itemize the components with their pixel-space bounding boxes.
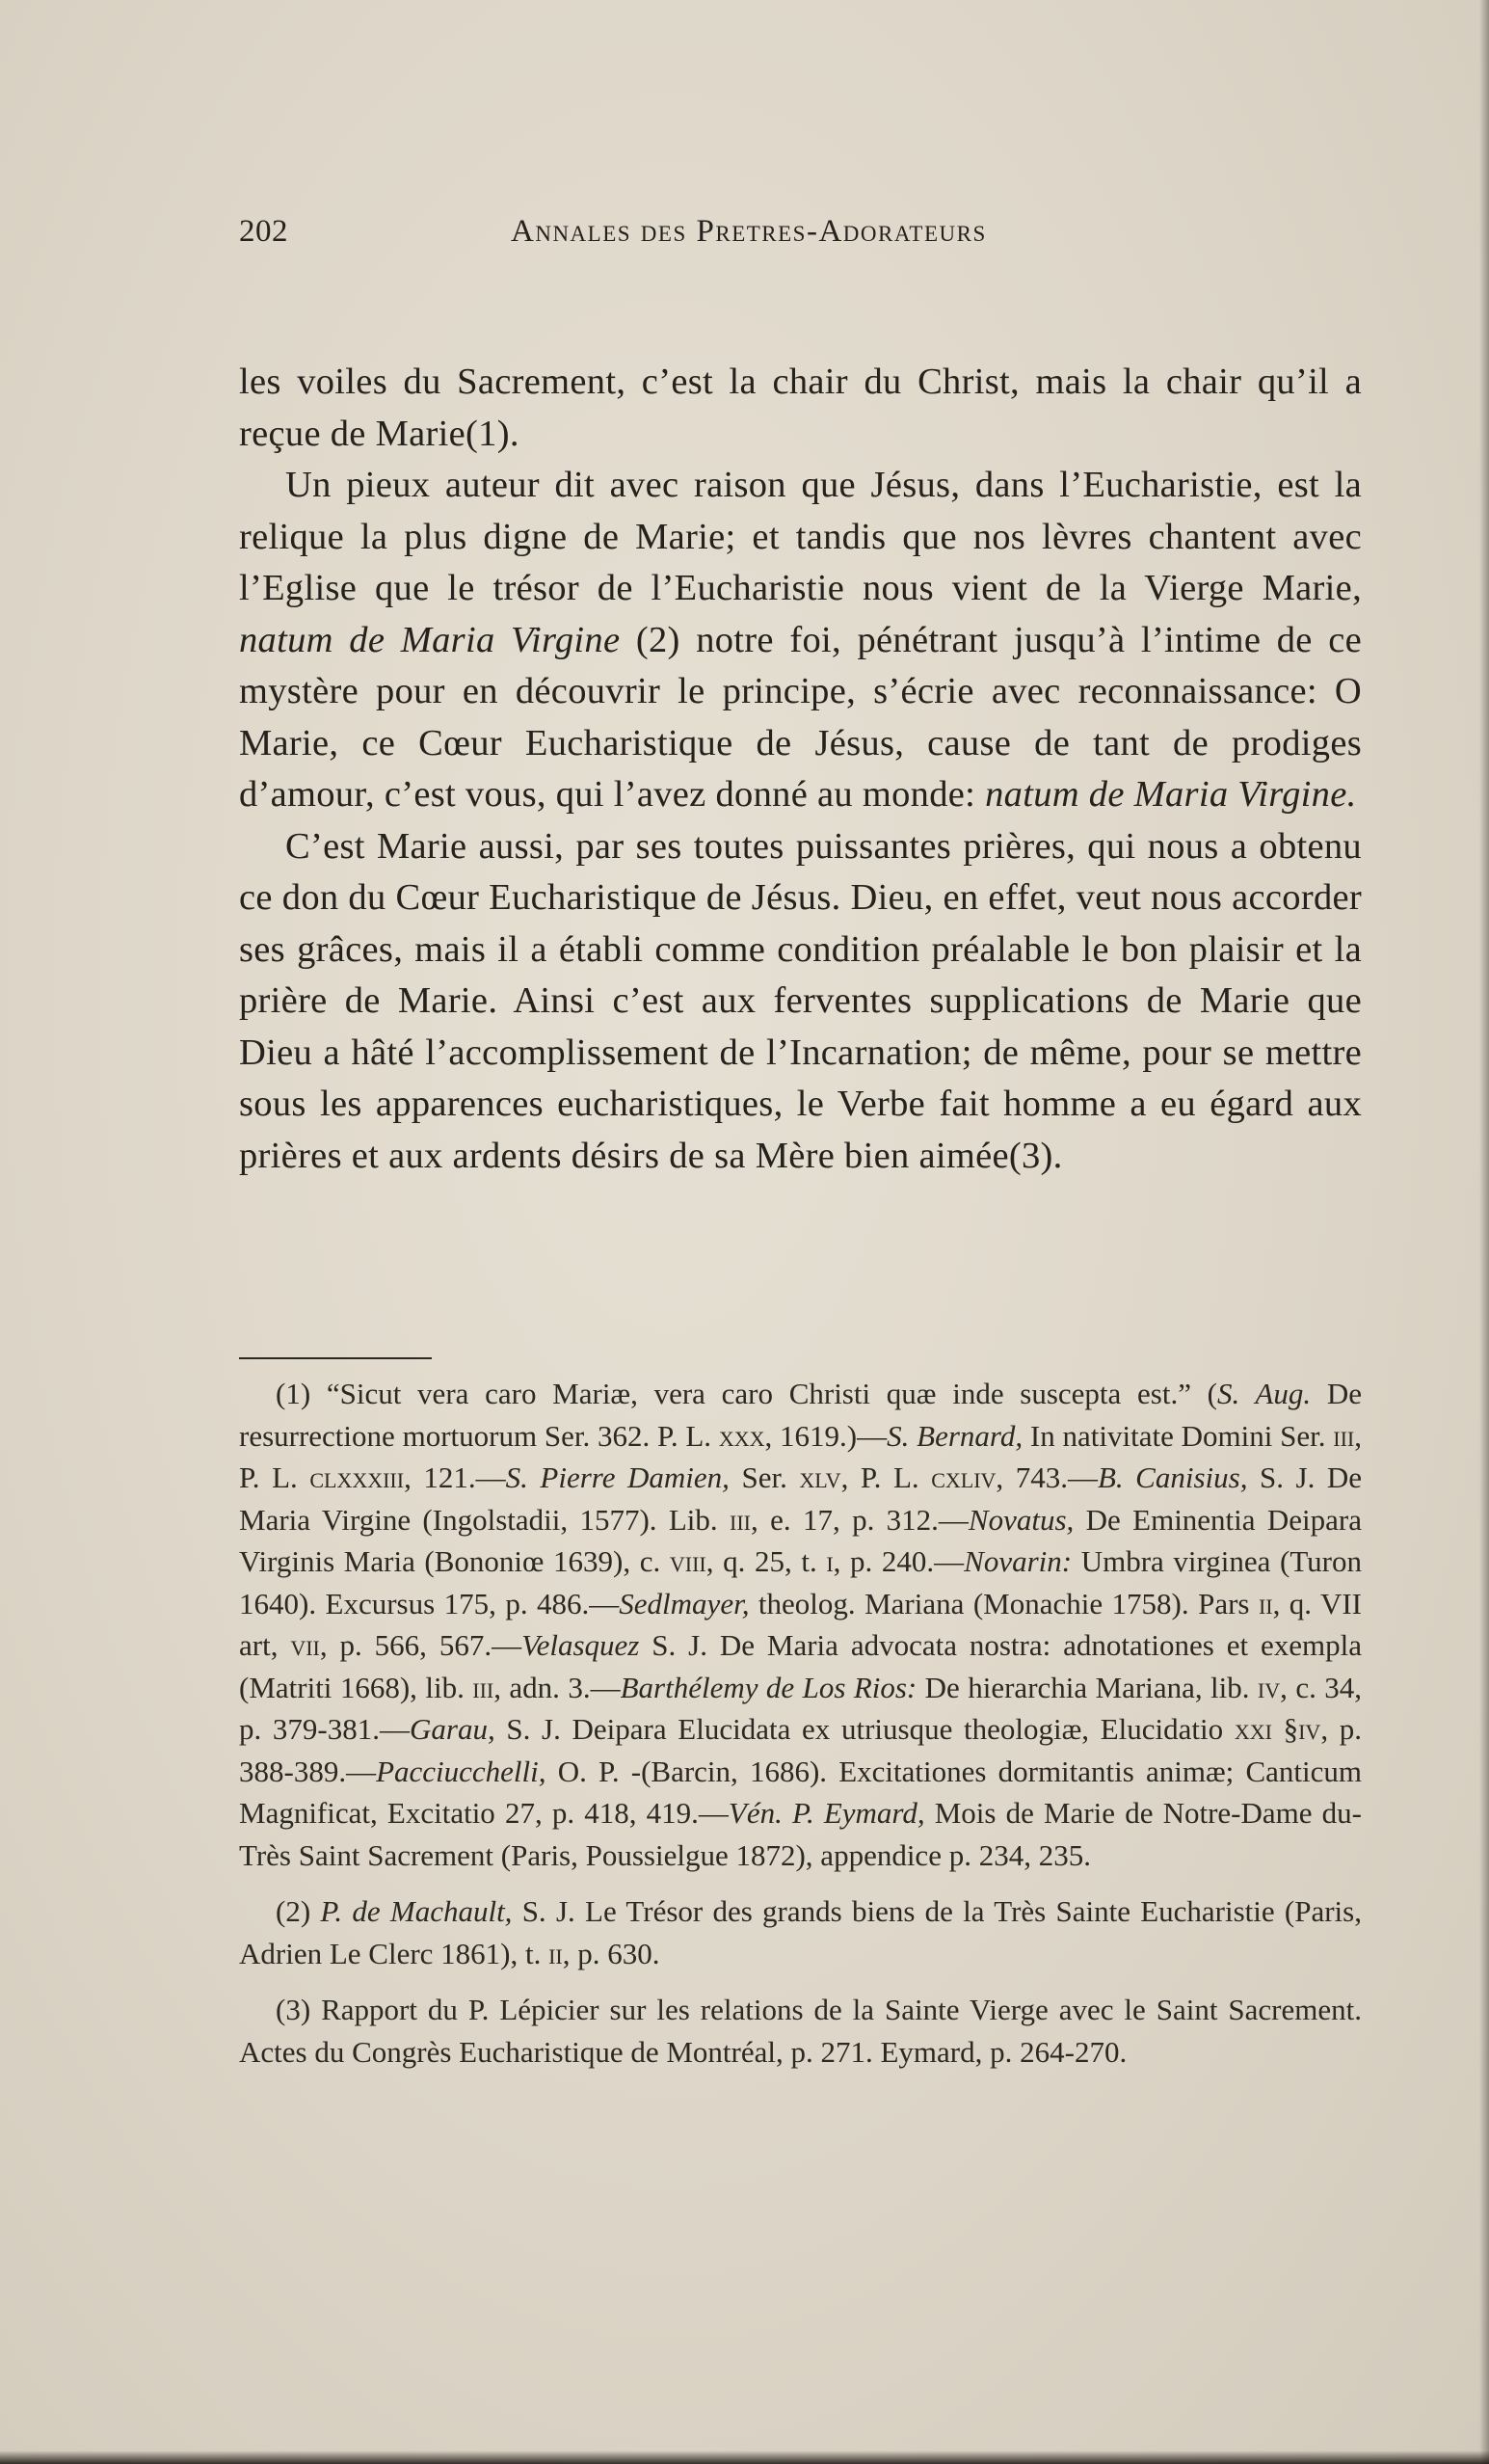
footnote-2: (2) P. de Machault, S. J. Le Trésor des grands biens de la Très Sainte Eucharistie (Paris, Adrien Le Clerc 1861), t. ii, p. 630. <box>239 1894 1362 1970</box>
footnote-1: (1) “Sicut vera caro Mariæ, vera caro Christi quæ inde suscepta est.” (S. Aug. De resurrectione mortuorum Ser. 362. P. L. xxx, 1619.)—S. Bernard, In nativitate Domini Ser. iii, P. L. clxxxiii, 121.—S. Pierre Damien, Ser. xlv, P. L. cxliv, 743.—B. Canisius, S. J. De Maria Virgine (Ingolstadii, 1577). Lib. iii, e. 17, p. 312.—Novatus, De Eminentia Deipara Virginis Maria (Bononiœ 1639), c. viii, q. 25, t. i, p. 240.—Novarin: Umbra virginea (Turon 1640). Excursus 175, p. 486.—Sedlmayer, theolog. Mariana (Monachie 1758). Pars ii, q. VII art, vii, p. 566, 567.—Velasquez S. J. De Maria advocata nostra: adnotationes et exempla (Matriti 1668), lib. iii, adn. 3.—Barthélemy de Los Rios: De hierarchia Mariana, lib. iv, c. 34, p. 379-381.—Garau, S. J. Deipara Elucidata ex utriusque theologiæ, Elucidatio xxi §iv, p. 388-389.—Pacciucchelli, O. P. -(Barcin, 1686). Excitationes dormitantis animæ; Canticum Magnificat, Excitatio 27, p. 418, 419.—Vén. P. Eymard, Mois de Marie de Notre-Dame du-Très Saint Sacrement (Paris, Poussielgue 1872), appendice p. 234, 235. <box>239 1377 1363 1872</box>
running-title: Annales des Pretres-Adorateurs <box>511 214 987 249</box>
paragraph-1-text: les voiles du Sacrement, c’est la chair du Christ, mais la chair qu’il a reçue de Marie(1). <box>239 362 1362 454</box>
footnote-3: (3) Rapport du P. Lépicier sur les relations de la Sainte Vierge avec le Saint Sacrement. Actes du Congrès Eucharistique de Montréal, p. 271. Eymard, p. 264-270. <box>239 1993 1362 2069</box>
page-number: 202 <box>239 214 288 249</box>
scan-bottom-edge <box>0 2451 1489 2464</box>
paragraph-2-latin-a: natum de Maria Virgine <box>239 619 621 660</box>
paragraph-2 <box>239 460 1362 821</box>
paragraph-1 <box>239 357 1362 460</box>
page-header <box>239 214 1333 268</box>
paragraph-2-latin-b: natum de Maria Virgine. <box>985 774 1357 815</box>
paragraph-2-text-a: Un pieux auteur dit avec raison que Jésus, dans l’Eucharistie, est la relique la plus digne de Marie; et tandis que nos lèvres chantent avec l’Eglise que le trésor de l’Eucharistie nous vient de la Vierge Marie, <box>239 465 1362 608</box>
footnotes <box>239 1373 1362 2087</box>
paragraph-2-text-b: (2) notre foi, pénétrant jusqu’à l’intime de ce mystère pour en découvrir le principe, s’écrie avec reconnaissance: O Marie, ce Cœur Eucharistique de Jésus, cause de tant de prodiges d’amour, c’est vous, qui l’avez donné au monde: <box>239 619 1362 815</box>
footnote-divider <box>239 1357 432 1359</box>
page-edge-shadow <box>1479 0 1489 2464</box>
paragraph-3 <box>239 821 1362 1183</box>
paragraph-3-text: C’est Marie aussi, par ses toutes puissantes prières, qui nous a obtenu ce don du Cœur Eucharistique de Jésus. Dieu, en effet, veut nous accorder ses grâces, mais il a établi comme condition préalable le bon plaisir et la prière de Marie. Ainsi c’est aux ferventes supplications de Marie que Dieu a hâté l’accomplissement de l’Incarnation; de même, pour se mettre sous les apparences eucharistiques, le Verbe fait homme a eu égard aux prières et aux ardents désirs de sa Mère bien aimée(3). <box>239 825 1362 1176</box>
body-text <box>239 357 1362 1182</box>
